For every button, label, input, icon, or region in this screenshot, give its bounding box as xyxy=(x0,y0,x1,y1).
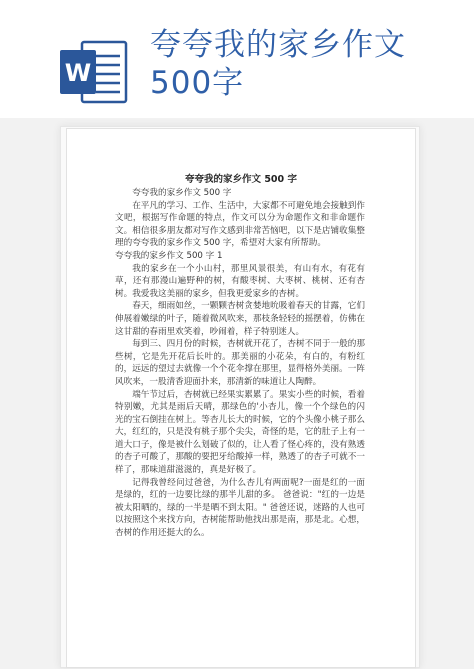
document-paragraph: 我的家乡在一个小山村，那里风景很美，有山有水，有花有草，还有那漫山遍野种的树，有酸枣树、大枣树、桃树、还有杏树。我爱我这美丽的家乡，但我更爱家乡的杏树。 xyxy=(115,263,365,299)
document-title: 夸夸我的家乡作文 500 字 xyxy=(185,174,297,185)
document-subtitle: 夸夸我的家乡作文 500 字 xyxy=(132,188,232,198)
document-paragraph: 在平凡的学习、工作、生活中，大家都不可避免地会接触到作文吧，根据写作命题的特点，作文可以分为命题作文和非命题作文。相信很多朋友都对写作文感到非常苦恼吧，以下是店铺收集整理的夸夸我的家乡作文 500 字，希望对大家有所帮助。 xyxy=(115,200,365,249)
svg-text:W: W xyxy=(64,59,92,87)
banner-title xyxy=(150,26,406,102)
banner-title-line1: 夸夸我的家乡作文 xyxy=(150,27,406,63)
word-document-icon xyxy=(60,40,128,104)
banner-title-line2: 500字 xyxy=(150,65,245,101)
document-body xyxy=(115,187,365,540)
document-page xyxy=(66,128,416,668)
document-section-heading: 夸夸我的家乡作文 500 字 1 xyxy=(115,250,223,261)
document-banner xyxy=(0,0,474,118)
document-paragraph: 春天，细雨如丝，一颗颗杏树贪婪地吮吸着春天的甘露，它们伸展着嫩绿的叶子，随着微风吹来，那枝条轻轻的摇摆着，仿佛在这甘甜的春雨里欢笑着，吵闹着，样子特别迷人。 xyxy=(115,301,365,337)
document-paragraph: 每到三、四月份的时候，杏树就开花了，杏树不同于一般的那些树，它是先开花后长叶的。那美丽的小花朵，有白的，有粉红的，远远的望过去就像一个个花伞撑在那里，显得格外美丽。一阵风吹来，一股清香迎面扑来，那清新的味道让人陶醉。 xyxy=(115,339,365,387)
document-paragraph: 端午节过后，杏树就已经果实累累了。果实小些的时候，看着特别嫩，尤其是雨后天晴，那绿色的'小杏儿，像一个个绿色的闪光的宝石倒挂在树上。等杏儿长大的时候，它的个头像小桃子那么大，红红的，只是没有桃子那个尖尖，奇怪的是，它的肚子上有一道大口子，像是被什么划破了似的，让人看了怪心疼的，没有熟透的杏子可酸了，那酸的要把牙给酸掉一样，熟透了的杏子可就不一样了，那味道甜滋滋的，真是好极了。 xyxy=(115,389,365,476)
document-paragraph: 记得我曾经问过爸爸，为什么杏儿有两面呢?一面是红的一面是绿的，红的一边要比绿的那半儿甜的多。 爸爸说："红的一边是被太阳晒的，绿的一半是晒不到太阳。" 爸爸还说，迷路的人也可以按照这个来找方向，杏树能帮助他找出那是南，那是北。心想，杏树的作用还挺大的么。 xyxy=(115,477,365,539)
